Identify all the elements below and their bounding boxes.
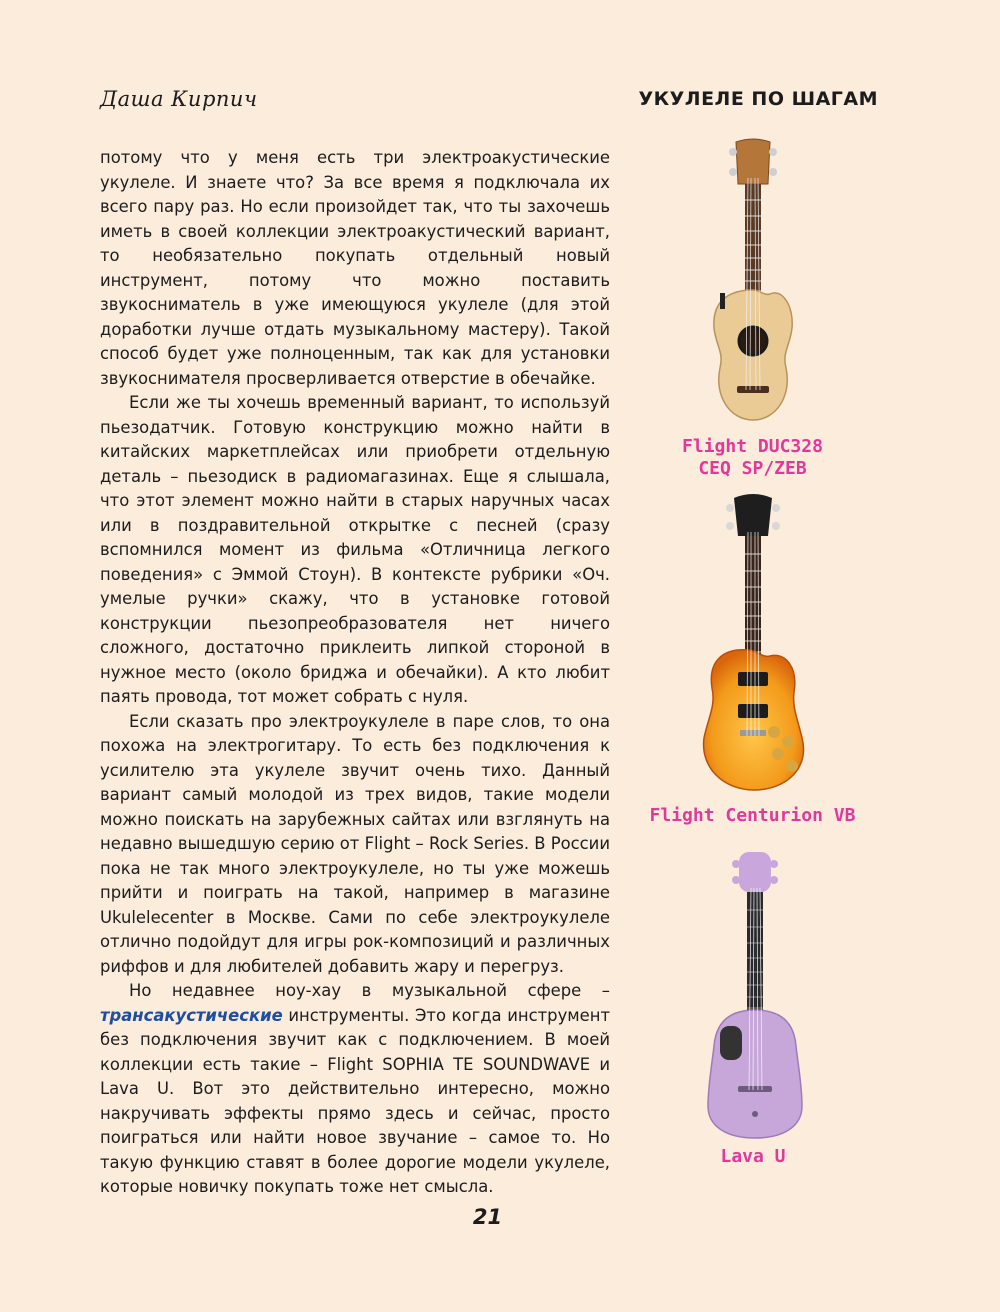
running-header-title: УКУЛЕЛЕ ПО ШАГАМ xyxy=(638,88,878,110)
body-text xyxy=(100,146,610,1200)
transacoustic-ukulele-image xyxy=(700,850,810,1140)
electric-ukulele-image xyxy=(688,492,818,792)
highlighted-term: трансакустические xyxy=(100,1005,283,1025)
caption-acoustic-line2: CEQ SP/ZEB xyxy=(698,458,807,479)
paragraph-1: потому что у меня есть три электроакустические укулеле. И знаете что? За все время я подключала их всего пару раз. Но если произойдет так, что ты захочешь иметь в своей коллекции электроакустический вариант, то необязательно покупать отдельный новый инструмент, потому что можно поставить звукосниматель в уже имеющуюся укулеле (для этой доработки лучше отдать музыкальному мастеру). Такой способ будет уже полноценным, так как для установки звукоснимателя просверливается отверстие в обечайке. xyxy=(100,148,610,388)
paragraph-4-start: Но недавнее ноу-хау в музыкальной сфере – xyxy=(129,981,610,1000)
paragraph-4-end: инструменты. Это когда инструмент без подключения звучит как с подключением. В моей коллекции есть такие – Flight SOPHIA TE SOUNDWAVE и Lava U. Вот это действительно интересно, можно накручивать эффекты прямо здесь и сейчас, просто поиграться или найти новое звучание – самое то. Но такую функцию ставят в более дорогие модели укулеле, которые новичку покупать тоже нет смысла. xyxy=(100,1005,610,1196)
caption-transacoustic: Lava U xyxy=(720,1146,786,1167)
paragraph-3: Если сказать про электроукулеле в паре слов, то она похожа на электрогитару. То есть без подключения к усилителю эта укулеле звучит очень тихо. Данный вариант самый молодой из трех видов, такие модели можно поискать на зарубежных сайтах или взглянуть на недавно вышедшую серию от Flight – Rock Series. В России пока не так много электроукулеле, но ты уже можешь прийти и поиграть на такой, например в магазине Ukulelecenter в Москве. Сами по себе электроукулеле отлично подойдут для игры рок-композиций и различных риффов и для любителей добавить жару и перегруз. xyxy=(100,711,610,976)
paragraph-2: Если же ты хочешь временный вариант, то используй пьезодатчик. Готовую конструкцию можно найти в китайских маркетплейсах или приобрети отдельную деталь – пьезодиск в радиомагазинах. Еще я слышала, что этот элемент можно найти в старых наручных часах или в поздравительной открытке с песней (сразу вспомнился момент из фильма «Отличница легкого поведения» с Эммой Стоун). В контексте рубрики «Оч. умелые ручки» скажу, что в установке готовой конструкции пьезопреобразователя нет ничего сложного, достаточно приклеить липкой стороной в нужное место (около бриджа и обечайки). А кто любит паять провода, тот может собрать с нуля. xyxy=(100,393,610,706)
running-header-author: Даша Кирпич xyxy=(100,87,258,111)
page-number xyxy=(0,1205,1000,1229)
acoustic-ukulele-image xyxy=(690,138,816,428)
caption-acoustic-line1: Flight DUC328 xyxy=(682,436,823,457)
paragraph-4 xyxy=(100,979,610,1200)
caption-acoustic xyxy=(650,436,855,480)
caption-electric: Flight Centurion VB xyxy=(649,805,856,826)
page-number-value: 21 xyxy=(472,1205,503,1229)
